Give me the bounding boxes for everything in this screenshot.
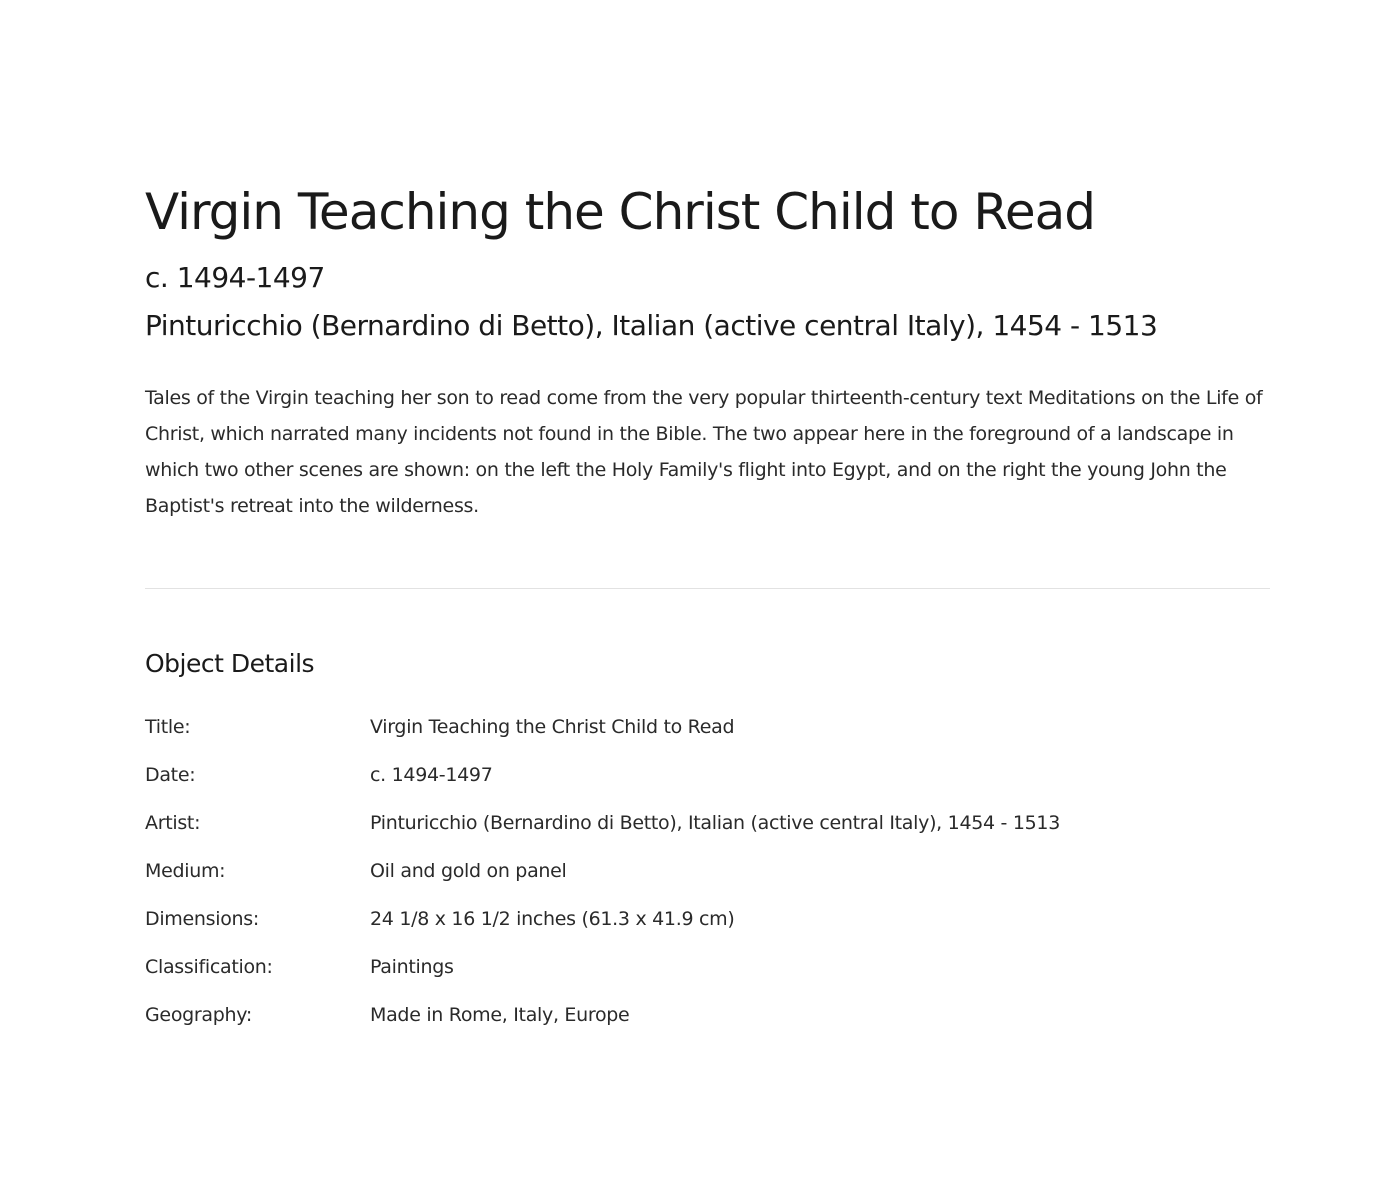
detail-value: Paintings [370, 956, 454, 978]
detail-value: Oil and gold on panel [370, 860, 567, 882]
detail-value: Pinturicchio (Bernardino di Betto), Italian (active central Italy), 1454 - 1513 [370, 812, 1060, 834]
detail-value: Virgin Teaching the Christ Child to Read [370, 716, 735, 738]
artwork-date: c. 1494-1497 [145, 261, 325, 294]
detail-row-date [145, 755, 1270, 803]
detail-row-medium [145, 851, 1270, 899]
artwork-description: Tales of the Virgin teaching her son to read come from the very popular thirteenth-century text Meditations on the Life of Christ, which narrated many incidents not found in the Bible. The two appear here in the foreground of a landscape in which two other scenes are shown: on the left the Holy Family's flight into Egypt, and on the right the young John the Baptist's retreat into the wilderness. [145, 387, 1263, 517]
artwork-artist: Pinturicchio (Bernardino di Betto), Italian (active central Italy), 1454 - 1513 [145, 309, 1158, 342]
detail-label: Dimensions: [145, 908, 259, 930]
detail-row-dimensions [145, 899, 1270, 947]
detail-row-title [145, 707, 1270, 755]
detail-value: Made in Rome, Italy, Europe [370, 1004, 630, 1026]
detail-label: Date: [145, 764, 196, 786]
detail-value: c. 1494-1497 [370, 764, 493, 786]
detail-row-geography [145, 995, 1270, 1043]
detail-row-artist [145, 803, 1270, 851]
page-title: Virgin Teaching the Christ Child to Read [145, 183, 1096, 241]
object-details-table [145, 707, 1270, 1043]
detail-label: Artist: [145, 812, 201, 834]
object-details-heading: Object Details [145, 649, 315, 678]
detail-label: Classification: [145, 956, 273, 978]
section-divider [145, 588, 1270, 589]
detail-value: 24 1/8 x 16 1/2 inches (61.3 x 41.9 cm) [370, 908, 735, 930]
detail-label: Medium: [145, 860, 226, 882]
detail-label: Geography: [145, 1004, 252, 1026]
detail-row-classification [145, 947, 1270, 995]
detail-label: Title: [145, 716, 191, 738]
